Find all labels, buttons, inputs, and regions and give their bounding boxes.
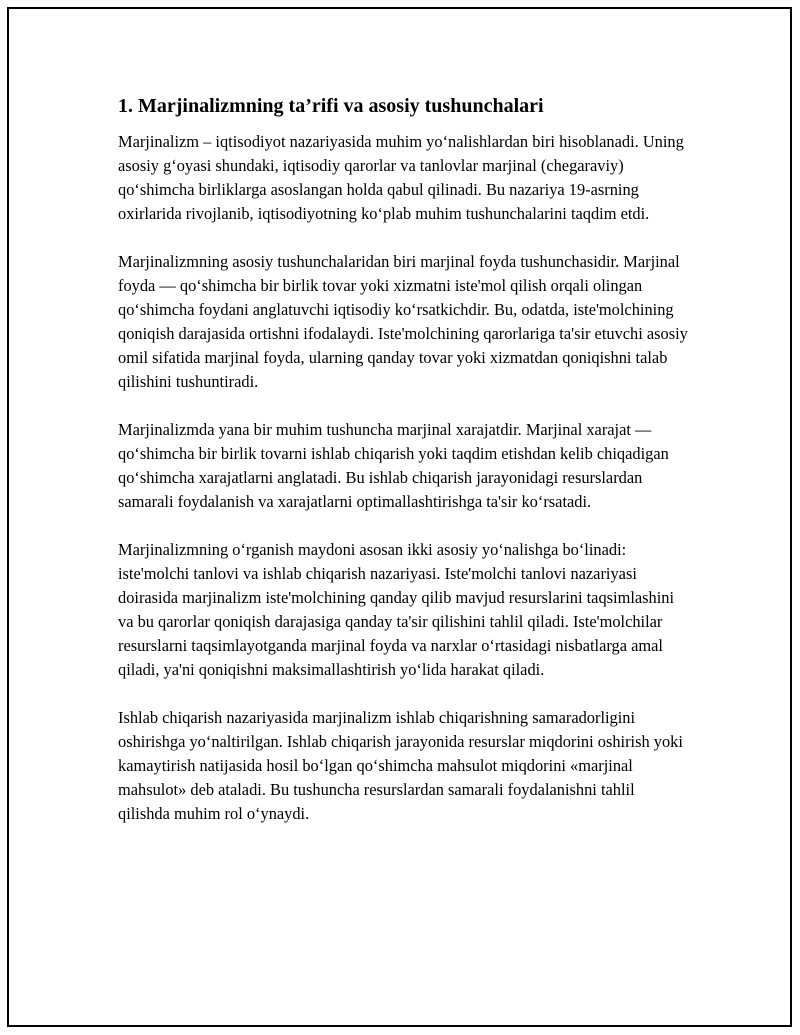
paragraph-marginal-utility: Marjinalizmning asosiy tushunchalaridan biri marjinal foyda tushunchasidir. Marjinal foyda — qo‘shimcha bir birlik tovar yoki xizmatni iste'mol qilish orqali olingan qo‘shimcha foydani anglatuvchi iqtisodiy ko‘rsatkichdir. Bu, odatda, iste'molchining qoniqish darajasida ortishni ifodalaydi. Iste'molchining qarorlariga ta'sir etuvchi asosiy omil sifatida marjinal foyda, ularning qanday tovar yoki xizmatdan qoniqishni talab qilishini tushuntiradi.: [118, 252, 688, 391]
section-heading: 1. Marjinalizmning ta’rifi va asosiy tushunchalari: [118, 95, 544, 117]
document-body: [118, 92, 688, 850]
paragraph-production-theory: Ishlab chiqarish nazariyasida marjinalizm ishlab chiqarishning samaradorligini oshirishga yo‘naltirilgan. Ishlab chiqarish jarayonida resurslar miqdorini oshirish yoki kamaytirish natijasida hosil bo‘lgan qo‘shimcha mahsulot miqdorini «marjinal mahsulot» deb ataladi. Bu tushuncha resurslardan samarali foydalanishni tahlil qilishda muhim rol o‘ynaydi.: [118, 708, 683, 823]
paragraph-marginal-cost: Marjinalizmda yana bir muhim tushuncha marjinal xarajatdir. Marjinal xarajat — qo‘shimcha bir birlik tovarni ishlab chiqarish yoki taqdim etishdan kelib chiqadigan qo‘shimcha xarajatlarni anglatadi. Bu ishlab chiqarish jarayonidagi resurslardan samarali foydalanish va xarajatlarni optimallashtirishga ta'sir ko‘rsatadi.: [118, 420, 669, 511]
paragraph-definition: Marjinalizm – iqtisodiyot nazariyasida muhim yo‘nalishlardan biri hisoblanadi. Uning asosiy g‘oyasi shundaki, iqtisodiy qarorlar va tanlovlar marjinal (chegaraviy) qo‘shimcha birliklarga asoslangan holda qabul qilinadi. Bu nazariya 19-asrning oxirlarida rivojlanib, iqtisodiyotning ko‘plab muhim tushunchalarini taqdim etdi.: [118, 132, 684, 223]
paragraph-study-areas: Marjinalizmning o‘rganish maydoni asosan ikki asosiy yo‘nalishga bo‘linadi: iste'molchi tanlovi va ishlab chiqarish nazariyasi. Iste'molchi tanlovi nazariyasi doirasida marjinalizm iste'molchining qanday qilib mavjud resurslarini taqsimlashini va bu qarorlar qoniqish darajasiga qanday ta'sir qilishini tahlil qiladi. Iste'molchilar resurslarni taqsimlayotganda marjinal foyda va narxlar o‘rtasidagi nisbatlarga amal qiladi, ya'ni qoniqishni maksimallashtirish yo‘lida harakat qiladi.: [118, 540, 675, 679]
